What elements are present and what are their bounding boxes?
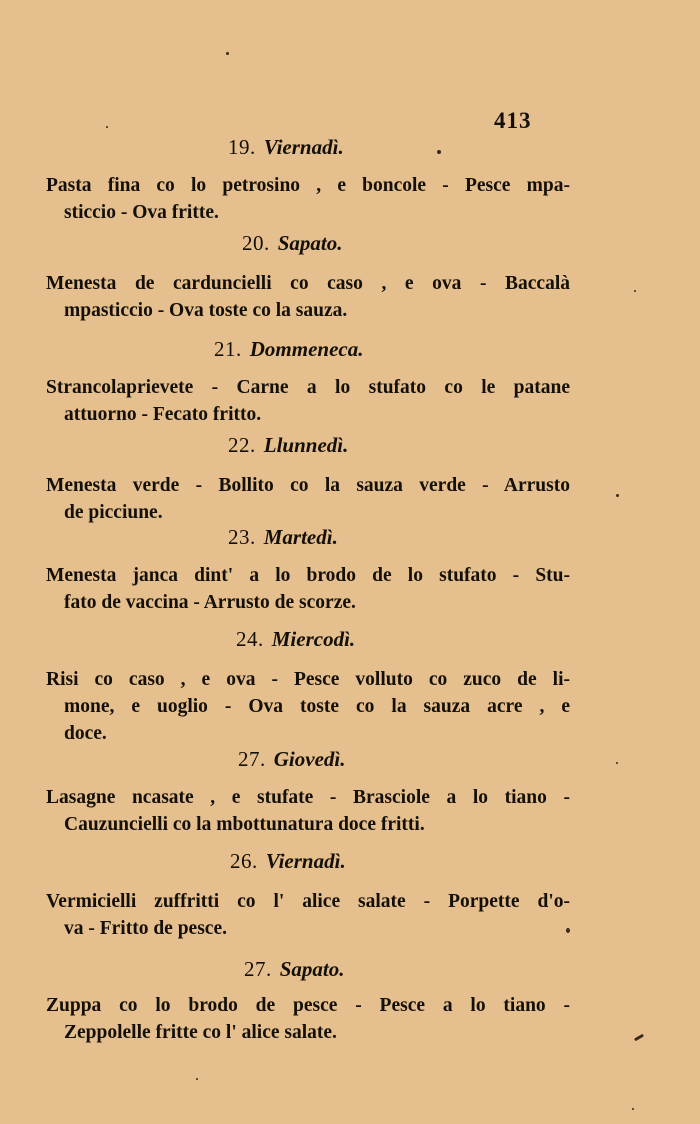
entry-line: sticcio - Ova fritte. bbox=[64, 202, 219, 223]
entry-text bbox=[46, 888, 570, 942]
entry-line: Zuppa co lo brodo de pesce - Pesce a lo tiano - bbox=[46, 995, 570, 1016]
entry-line: Pasta fina co lo petrosino , e boncole - Pesce mpa- bbox=[46, 175, 570, 196]
day-number: 20. bbox=[242, 231, 270, 255]
entry-line: doce. bbox=[64, 723, 107, 744]
print-speck bbox=[226, 52, 229, 55]
print-speck bbox=[106, 126, 108, 128]
entry-heading bbox=[238, 746, 345, 772]
entry-line: attuorno - Fecato fritto. bbox=[64, 404, 262, 425]
print-speck bbox=[634, 290, 636, 292]
entry-text bbox=[46, 992, 570, 1046]
day-number: 26. bbox=[230, 849, 258, 873]
print-speck bbox=[616, 494, 619, 497]
day-number: 27. bbox=[238, 747, 266, 771]
entry-heading bbox=[230, 848, 346, 874]
day-name: Llunnedì. bbox=[263, 433, 349, 457]
entry-text bbox=[46, 172, 570, 226]
entry-heading bbox=[214, 336, 363, 362]
day-name: Dommeneca. bbox=[249, 337, 364, 361]
entry-line: va - Fritto de pesce. bbox=[64, 918, 227, 939]
entry-line: fato de vaccina - Arrusto de scorze. bbox=[64, 592, 356, 613]
day-number: 19. bbox=[228, 135, 256, 159]
entry-heading bbox=[228, 432, 348, 458]
day-number: 23. bbox=[228, 525, 256, 549]
entry-text bbox=[46, 270, 570, 324]
page-number: 413 bbox=[494, 108, 532, 133]
day-name: Martedì. bbox=[263, 525, 338, 549]
day-number: 21. bbox=[214, 337, 242, 361]
day-name: Sapato. bbox=[277, 231, 343, 255]
entry-line: Menesta de carduncielli co caso , e ova - Baccalà bbox=[46, 273, 570, 294]
day-number: 27. bbox=[244, 957, 272, 981]
print-speck bbox=[634, 1034, 644, 1042]
entry-line: Strancolaprievete - Carne a lo stufato co le patane bbox=[46, 377, 570, 398]
entry-line: Menesta janca dint' a lo brodo de lo stufato - Stu- bbox=[46, 565, 570, 586]
print-speck bbox=[566, 928, 570, 933]
entry-line: mpasticcio - Ova toste co la sauza. bbox=[64, 300, 348, 321]
entry-text bbox=[46, 472, 570, 526]
entry-text bbox=[46, 374, 570, 428]
day-name: Viernadì. bbox=[263, 135, 344, 159]
entry-text bbox=[46, 562, 570, 616]
day-name: Sapato. bbox=[279, 957, 345, 981]
entry-heading bbox=[228, 524, 338, 550]
entry-heading bbox=[244, 956, 345, 982]
day-name: Miercodì. bbox=[271, 627, 356, 651]
entry-text bbox=[46, 784, 570, 838]
entry-heading bbox=[236, 626, 355, 652]
entry-text bbox=[46, 666, 570, 747]
print-speck bbox=[196, 1078, 198, 1080]
day-number: 24. bbox=[236, 627, 264, 651]
entry-heading bbox=[228, 134, 344, 160]
day-number: 22. bbox=[228, 433, 256, 457]
day-name: Giovedì. bbox=[273, 747, 346, 771]
print-speck bbox=[632, 1108, 634, 1110]
entry-line: Vermicielli zuffritti co l' alice salate - Porpette d'o- bbox=[46, 891, 570, 912]
entry-line: Menesta verde - Bollito co la sauza verde - Arrusto bbox=[46, 475, 570, 496]
day-name: Viernadì. bbox=[265, 849, 346, 873]
entry-line: mone, e uoglio - Ova toste co la sauza acre , e bbox=[64, 696, 570, 717]
entry-line: Risi co caso , e ova - Pesce volluto co zuco de li- bbox=[46, 669, 570, 690]
entry-line: Zeppolelle fritte co l' alice salate. bbox=[64, 1022, 337, 1043]
entry-line: de picciune. bbox=[64, 502, 163, 523]
entry-line: Cauzuncielli co la mbottunatura doce fritti. bbox=[64, 814, 425, 835]
print-speck bbox=[616, 762, 618, 764]
print-speck bbox=[437, 150, 441, 154]
entry-heading bbox=[242, 230, 343, 256]
entry-line: Lasagne ncasate , e stufate - Brasciole a lo tiano - bbox=[46, 787, 570, 808]
